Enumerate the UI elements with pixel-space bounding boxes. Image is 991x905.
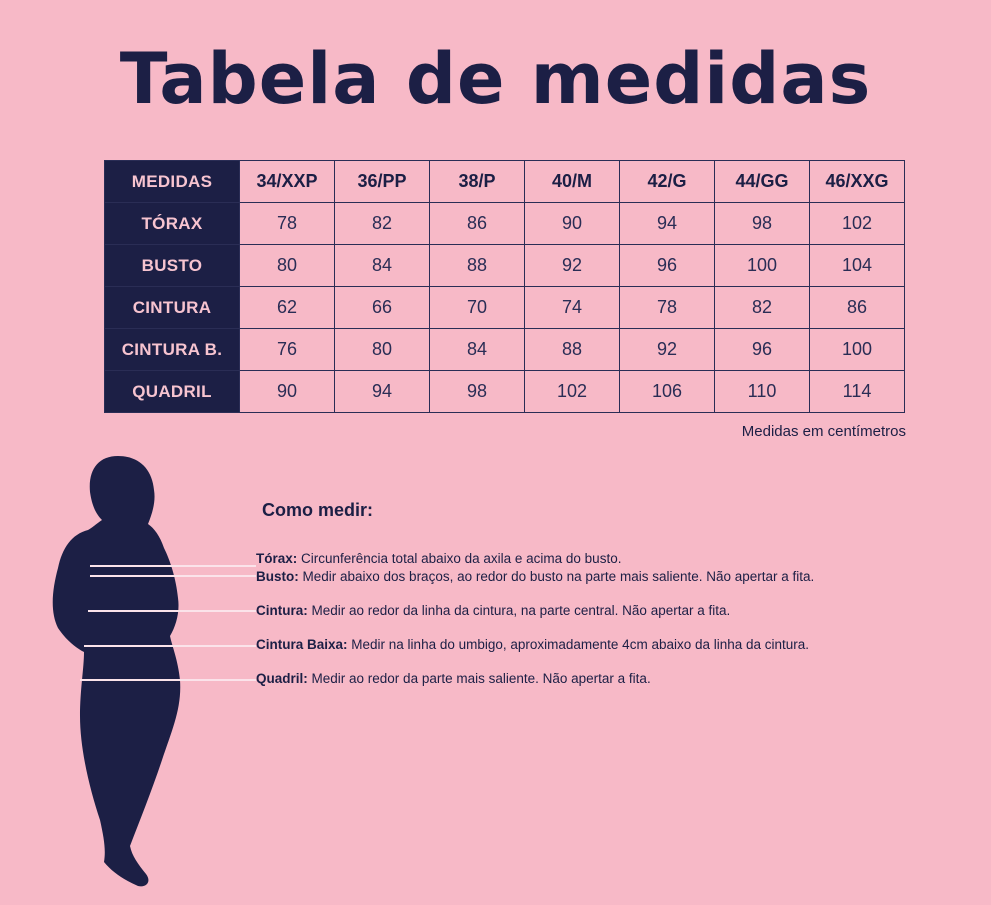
how-to-title: Como medir: xyxy=(262,500,374,520)
table-cell: 110 xyxy=(715,371,810,413)
table-cell: 86 xyxy=(430,203,525,245)
table-cell: 78 xyxy=(240,203,335,245)
instruction-busto xyxy=(256,569,814,584)
column-header: 36/PP xyxy=(335,161,430,203)
table-cell: 102 xyxy=(810,203,905,245)
table-cell: 92 xyxy=(620,329,715,371)
instruction-text: Medir abaixo dos braços, ao redor do busto na parte mais saliente. Não apertar a fita. xyxy=(298,569,815,584)
column-header: 34/XXP xyxy=(240,161,335,203)
row-header: CINTURA B. xyxy=(105,329,240,371)
instruction-term: Tórax: xyxy=(256,551,298,566)
table-cell: 78 xyxy=(620,287,715,329)
row-header: QUADRIL xyxy=(105,371,240,413)
table-cell: 62 xyxy=(240,287,335,329)
guide-line-quadril xyxy=(80,679,256,681)
guide-line-cintura xyxy=(88,610,256,612)
instruction-term: Cintura Baixa: xyxy=(256,637,348,652)
table-cell: 98 xyxy=(430,371,525,413)
table-cell: 88 xyxy=(525,329,620,371)
table-cell: 114 xyxy=(810,371,905,413)
guide-line-busto xyxy=(90,575,256,577)
table-cell: 76 xyxy=(240,329,335,371)
table-cell: 102 xyxy=(525,371,620,413)
table-cell: 100 xyxy=(810,329,905,371)
row-header: BUSTO xyxy=(105,245,240,287)
column-header: 46/XXG xyxy=(810,161,905,203)
table-cell: 82 xyxy=(715,287,810,329)
table-cell: 88 xyxy=(430,245,525,287)
table-cell: 84 xyxy=(430,329,525,371)
table-cell: 96 xyxy=(715,329,810,371)
table-cell: 80 xyxy=(240,245,335,287)
table-cell: 82 xyxy=(335,203,430,245)
table-cell: 80 xyxy=(335,329,430,371)
column-header: 40/M xyxy=(525,161,620,203)
table-cell: 84 xyxy=(335,245,430,287)
page-title: Tabela de medidas xyxy=(119,38,872,120)
table-cell: 98 xyxy=(715,203,810,245)
table-cell: 100 xyxy=(715,245,810,287)
table-cell: 86 xyxy=(810,287,905,329)
instruction-text: Medir na linha do umbigo, aproximadamente 4cm abaixo da linha da cintura. xyxy=(347,637,810,652)
instruction-quadril xyxy=(256,671,651,686)
table-cell: 90 xyxy=(240,371,335,413)
instruction-cintura-baixa xyxy=(256,637,809,652)
table-cell: 106 xyxy=(620,371,715,413)
instruction-torax xyxy=(256,551,621,566)
column-header: 42/G xyxy=(620,161,715,203)
guide-line-torax xyxy=(90,565,256,567)
instruction-text: Medir ao redor da linha da cintura, na parte central. Não apertar a fita. xyxy=(307,603,731,618)
row-header: CINTURA xyxy=(105,287,240,329)
instruction-cintura xyxy=(256,603,730,618)
instruction-term: Busto: xyxy=(256,569,299,584)
table-cell: 94 xyxy=(335,371,430,413)
column-header: 44/GG xyxy=(715,161,810,203)
instruction-text: Circunferência total abaixo da axila e acima do busto. xyxy=(297,551,622,566)
unit-note: Medidas em centímetros xyxy=(741,423,906,440)
instruction-term: Cintura: xyxy=(256,603,308,618)
table-cell: 104 xyxy=(810,245,905,287)
table-cell: 92 xyxy=(525,245,620,287)
table-cell: 74 xyxy=(525,287,620,329)
table-corner-header: MEDIDAS xyxy=(105,161,240,203)
instruction-term: Quadril: xyxy=(256,671,308,686)
table-cell: 90 xyxy=(525,203,620,245)
table-cell: 94 xyxy=(620,203,715,245)
guide-line-cintura-baixa xyxy=(84,645,256,647)
table-cell: 66 xyxy=(335,287,430,329)
instruction-text: Medir ao redor da parte mais saliente. Não apertar a fita. xyxy=(307,671,651,686)
table-cell: 96 xyxy=(620,245,715,287)
column-header: 38/P xyxy=(430,161,525,203)
table-cell: 70 xyxy=(430,287,525,329)
row-header: TÓRAX xyxy=(105,203,240,245)
